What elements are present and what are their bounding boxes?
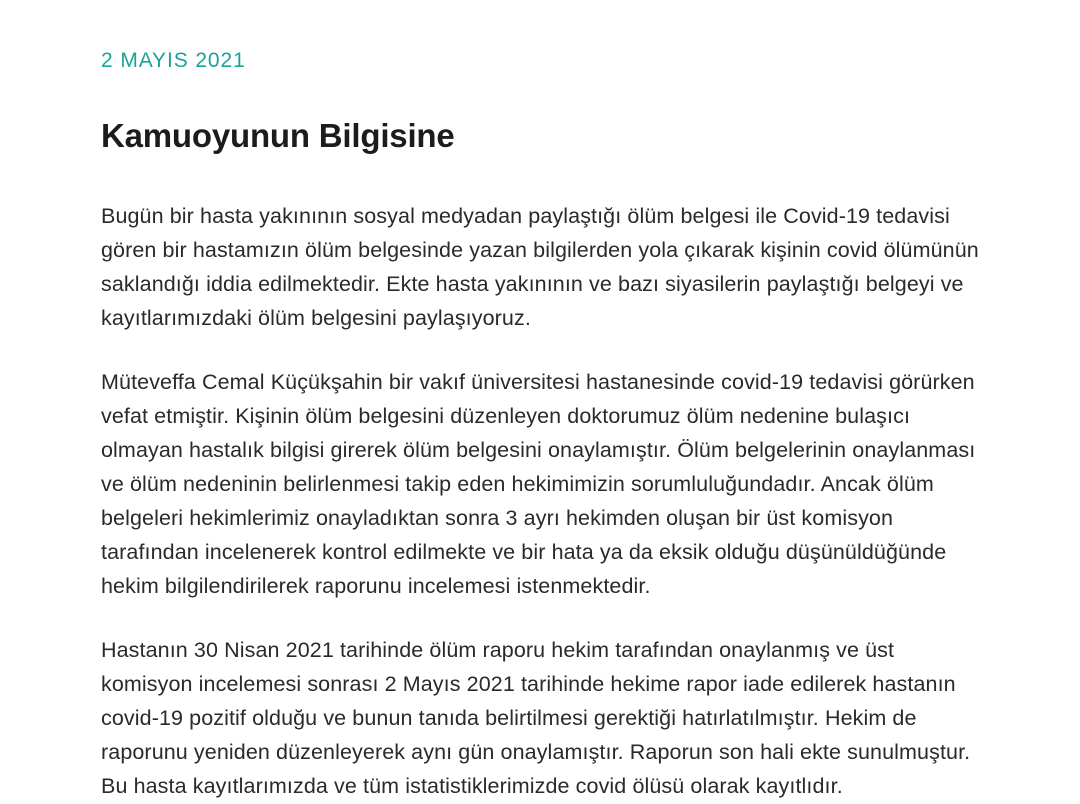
paragraph: Müteveffa Cemal Küçükşahin bir vakıf üniversitesi hastanesinde covid-19 tedavisi görürken vefat etmiştir. Kişinin ölüm belgesini düzenleyen doktorumuz ölüm nedenine bulaşıcı olmayan hastalık bilgisi girerek ölüm belgesini onaylamıştır. Ölüm belgelerinin onaylanması ve ölüm nedeninin belirlenmesi takip eden hekimimizin sorumluluğundadır. Ancak ölüm belgeleri hekimlerimiz onayladıktan sonra 3 ayrı hekimden oluşan bir üst komisyon tarafından incelenerek kontrol edilmekte ve bir hata ya da eksik olduğu düşünüldüğünde hekim bilgilendirilerek raporunu incelemesi istenmektedir. <box>101 370 976 599</box>
publication-date: 2 MAYIS 2021 <box>101 49 246 72</box>
article-body <box>101 200 988 804</box>
paragraph: Bugün bir hasta yakınının sosyal medyadan paylaştığı ölüm belgesi ile Covid-19 tedavisi gören bir hastamızın ölüm belgesinde yazan bilgilerden yola çıkarak kişinin covid ölümünün saklandığı iddia edilmektedir. Ekte hasta yakınının ve bazı siyasilerin paylaştığı belgeyi ve kayıtlarımızdaki ölüm belgesini paylaşıyoruz. <box>101 204 979 331</box>
page-title: Kamuoyunun Bilgisine <box>101 117 455 155</box>
paragraph: Hastanın 30 Nisan 2021 tarihinde ölüm raporu hekim tarafından onaylanmış ve üst komisyon incelemesi sonrası 2 Mayıs 2021 tarihinde hekime rapor iade edilerek hastanın covid-19 pozitif olduğu ve bunun tanıda belirtilmesi gerektiği hatırlatılmıştır. Hekim de raporunu yeniden düzenleyerek aynı gün onaylamıştır. Raporun son hali ekte sunulmuştur. Bu hasta kayıtlarımızda ve tüm istatistiklerimizde covid ölüsü olarak kayıtlıdır. <box>101 638 971 798</box>
